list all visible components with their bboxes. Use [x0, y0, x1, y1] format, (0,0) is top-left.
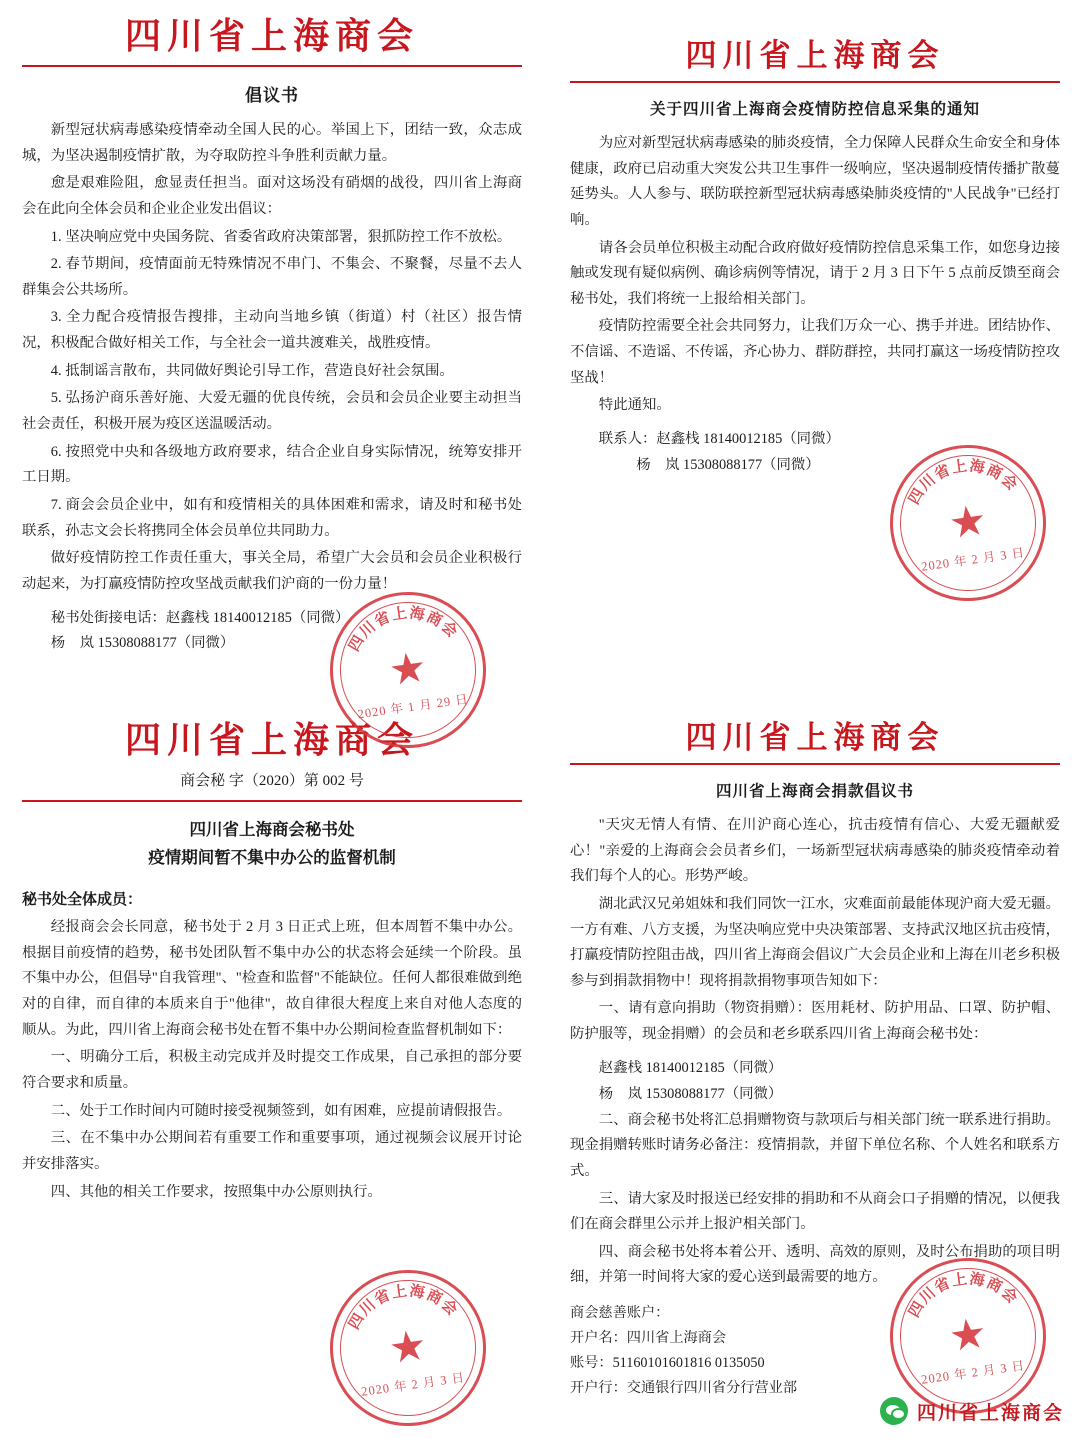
account-line: 开户名：四川省上海商会: [570, 1329, 727, 1346]
org-title-proposal: 四川省上海商会: [124, 16, 419, 56]
donation-paragraph: 一、请有意向捐助（物资捐赠）：医用耗材、防护用品、口罩、防护帽、防护服等，现金捐赠）的会员和老乡联系四川省上海商会秘书处：: [570, 1000, 1060, 1043]
wechat-icon: [880, 1397, 908, 1425]
contact-line: 杨 岚 15308088177（同微）: [636, 456, 820, 473]
supervision-doc-number: 商会秘 字（2020）第 002 号: [180, 773, 364, 789]
proposal-paragraph: 3. 全力配合疫情报告搜排，主动向当地乡镇（街道）村（社区）报告情况，积极配合做好相关工作，与全社会一道共渡难关，战胜疫情。: [22, 309, 522, 352]
official-seal: [880, 435, 1056, 611]
proposal-paragraph: 7. 商会会员企业中，如有和疫情相关的具体困难和需求，请及时和秘书处联系，孙志文会长将携同全体会员单位共同助力。: [22, 496, 522, 539]
supervision-addressee: 秘书处全体成员：: [22, 892, 143, 909]
proposal-paragraph: 6. 按照党中央和各级地方政府要求，结合企业自身实际情况，统筹安排开工日期。: [22, 443, 522, 486]
donation-title: 四川省上海商会捐款倡议书: [715, 783, 914, 800]
notice-paragraph: 为应对新型冠状病毒感染的肺炎疫情，全力保障人民群众生命安全和身体健康，政府已启动重大突发公共卫生事件一级响应，坚决遏制疫情传播扩散蔓延势头。人人参与、联防联控新型冠状病毒感染肺炎疫情的"人民战争"已经打响。: [570, 135, 1060, 228]
supervision-paragraph: 一、明确分工后，积极主动完成并及时提交工作成果，自己承担的部分要符合要求和质量。: [22, 1049, 522, 1091]
supervision-heading: [22, 816, 522, 872]
account-title: 商会慈善账户：: [570, 1305, 670, 1322]
contact-line: 杨 岚 15308088177（同微）: [598, 1085, 783, 1102]
proposal-paragraph: 5. 弘扬沪商乐善好施、大爱无疆的优良传统，会员和会员企业要主动担当社会责任，积极开展为疫区送温暖活动。: [22, 390, 522, 433]
supervision-paragraph: 三、在不集中办公期间若有重要工作和重要事项，通过视频会议展开讨论并安排落实。: [22, 1130, 522, 1172]
proposal-paragraph: 1. 坚决响应党中央国务院、省委省政府决策部署，狠抓防控工作不放松。: [50, 228, 512, 245]
supervision-paragraph: 四、其他的相关工作要求，按照集中办公原则执行。: [50, 1183, 382, 1200]
supervision-paragraph: 二、处于工作时间内可随时接受视频签到，如有困难，应提前请假报告。: [50, 1102, 512, 1119]
divider-donation: [570, 763, 1060, 765]
seal-date: 2020 年 2 月 3 日: [920, 545, 1026, 574]
proposal-paragraph: 2. 春节期间，疫情面前无特殊情况不串门、不集会、不聚餐，尽量不去人群集会公共场所。: [22, 256, 522, 298]
contact-line: 赵鑫栈 18140012185（同微）: [656, 431, 840, 448]
notice-paragraph: 特此通知。: [598, 397, 671, 414]
star-icon: ★: [386, 644, 430, 696]
donation-contacts: [570, 1056, 1060, 1108]
account-line: 开户行：交通银行四川省分行营业部: [570, 1379, 798, 1396]
star-icon: ★: [386, 1322, 430, 1374]
star-icon: ★: [946, 497, 990, 549]
org-title-donation: 四川省上海商会: [685, 720, 945, 755]
proposal-paragraph: 做好疫情防控工作责任重大，事关全局，希望广大会员和会员企业积极行动起来，为打赢疫情防控攻坚战贡献我们沪商的一份力量！: [22, 550, 522, 592]
svg-text:四川省上海商会: 四川省上海商会: [906, 458, 1021, 508]
divider-notice: [570, 81, 1060, 83]
svg-text:四川省上海商会: 四川省上海商会: [346, 605, 461, 655]
proposal-paragraph: 愈是艰难险阻，愈显责任担当。面对这场没有硝烟的战役，四川省上海商会在此向全体会员和企业企业发出倡议：: [22, 175, 522, 217]
seal-date: 2020 年 1 月 29 日: [356, 691, 470, 722]
proposal-title: 倡议书: [245, 86, 299, 105]
contact-line: 秘书处街接电话：赵鑫栈 18140012185（同微）: [50, 609, 350, 626]
footer-account-name: 四川省上海商会: [916, 1402, 1064, 1424]
seal-date: 2020 年 2 月 3 日: [360, 1370, 466, 1399]
official-seal: [320, 582, 496, 758]
document-supervision: [22, 712, 522, 1207]
document-proposal: [22, 8, 522, 657]
donation-paragraph: "天灾无情人有情、在川沪商心连心，抗击疫情有信心、大爱无疆献爱心！"亲爱的上海商会会员者乡们，一场新型冠状病毒感染的肺炎疫情牵动着我们每个人的心。形势严峻。: [570, 817, 1060, 885]
supervision-heading-line2: 疫情期间暂不集中办公的监督机制: [148, 848, 396, 868]
seal-date: 2020 年 2 月 3 日: [920, 1358, 1026, 1387]
divider-supervision: [22, 800, 522, 802]
donation-paragraph: 湖北武汉兄弟姐妹和我们同饮一江水，灾难面前最能体现沪商大爱无疆。一方有难、八方支援，为坚决响应党中央决策部署、支持武汉地区抗击疫情，打赢疫情防控阻击战，四川省上海商会倡议广大会员企业和上海在川老乡积极参与到捐款捐物中！现将捐款捐物事项告知如下：: [570, 895, 1060, 989]
notice-paragraph: 疫情防控需要全社会共同努力，让我们万众一心、携手并进。团结协作、不信谣、不造谣、不传谣，齐心协力、群防群控，共同打赢这一场疫情防控攻坚战！: [570, 318, 1060, 386]
account-line: 账号：51160101601816 0135050: [570, 1354, 765, 1371]
proposal-paragraph: 4. 抵制谣言散布，共同做好舆论引导工作，营造良好社会氛围。: [50, 362, 454, 379]
donation-paragraph: 二、商会秘书处将汇总捐赠物资与款项后与相关部门统一联系进行捐助。现金捐赠转账时请务必备注：疫情捐款，并留下单位名称、个人姓名和联系方式。: [570, 1111, 1060, 1179]
contact-line: 杨 岚 15308088177（同微）: [50, 635, 235, 652]
notice-title: 关于四川省上海商会疫情防控信息采集的通知: [649, 101, 980, 118]
org-title-notice: 四川省上海商会: [685, 38, 945, 73]
star-icon: ★: [946, 1310, 990, 1362]
supervision-paragraph: 经报商会会长同意，秘书处于 2 月 3 日正式上班，但本周暂不集中办公。根据目前疫情的趋势，秘书处团队暂不集中办公的状态将会延续一个阶段。虽不集中办公，但倡导"自我管理"、"检查和监督"不能缺位。任何人都很难做到绝对的自律，而自律的本质来自于"他律"，故自律很大程度上来自对他人态度的顺从。为此，四川省上海商会秘书处在暂不集中办公期间检查监督机制如下：: [22, 919, 522, 1038]
notice-paragraph: 请各会员单位积极主动配合政府做好疫情防控信息采集工作，如您身边接触或发现有疑似病例、确诊病例等情况，请于 2 月 3 日下午 5 点前反馈至商会秘书处，我们将统一上报给相关部门。: [570, 239, 1060, 307]
org-title-supervision: 四川省上海商会: [124, 720, 419, 760]
svg-text:四川省上海商会: 四川省上海商会: [906, 1271, 1021, 1321]
svg-text:四川省上海商会: 四川省上海商会: [346, 1283, 461, 1333]
donation-paragraph: 三、请大家及时报送已经安排的捐助和不从商会口子捐赠的情况，以便我们在商会群里公示并上报沪相关部门。: [570, 1190, 1060, 1233]
donation-paragraph: 四、商会秘书处将本着公开、透明、高效的原则，及时公布捐助的项目明细，并第一时间将大家的爱心送到最需要的地方。: [570, 1243, 1060, 1286]
contact-line: 赵鑫栈 18140012185（同微）: [598, 1059, 783, 1076]
supervision-heading-line1: 四川省上海商会秘书处: [189, 820, 355, 839]
contacts-label: 联系人：: [598, 431, 657, 448]
divider-proposal: [22, 65, 522, 67]
document-notice: [570, 30, 1060, 479]
official-seal: [320, 1260, 496, 1436]
footer-account-badge[interactable]: [880, 1397, 1064, 1425]
proposal-paragraph: 新型冠状病毒感染疫情牵动全国人民的心。举国上下，团结一致，众志成城，为坚决遏制疫情扩散，为夺取防控斗争胜利贡献力量。: [22, 122, 522, 164]
